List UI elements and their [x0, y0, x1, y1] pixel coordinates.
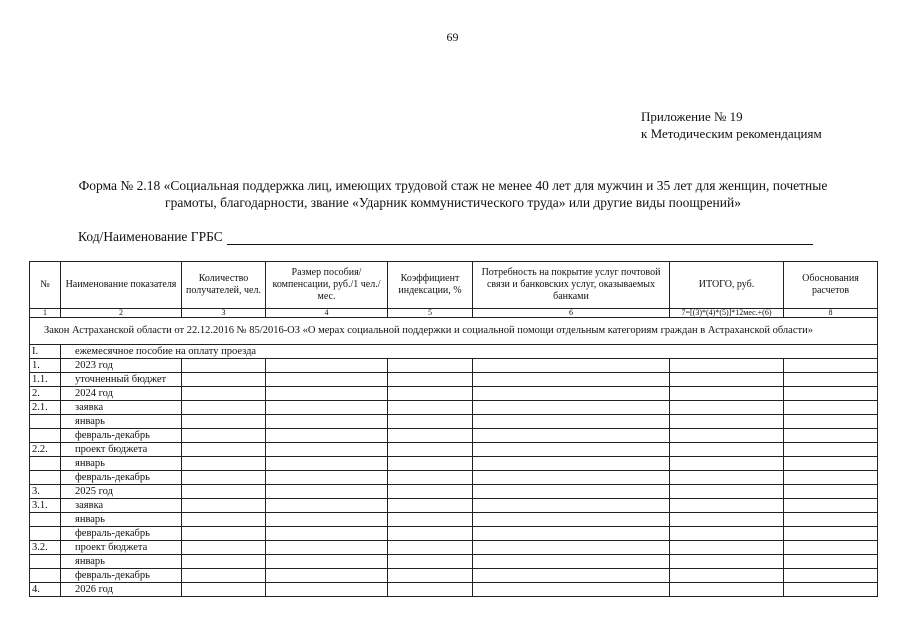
table-row [30, 415, 878, 429]
empty-cell [388, 443, 473, 457]
empty-cell [182, 555, 266, 569]
form-title-line-1: Форма № 2.18 «Социальная поддержка лиц, имеющих трудовой стаж не менее 40 лет для мужчин и 35 лет для женщин, почетные [78, 178, 828, 193]
grbs-label: Код/Наименование ГРБС [78, 229, 223, 244]
row-name: январь [61, 513, 182, 527]
grbs-underline [227, 230, 813, 245]
empty-cell [388, 541, 473, 555]
empty-cell [388, 415, 473, 429]
empty-cell [266, 457, 388, 471]
empty-cell [670, 443, 784, 457]
row-name: заявка [61, 499, 182, 513]
empty-cell [266, 499, 388, 513]
row-number [30, 527, 61, 541]
row-name: ежемесячное пособие на оплату проезда [61, 345, 878, 359]
column-number: 2 [61, 309, 182, 318]
empty-cell [670, 457, 784, 471]
appendix-line-2: к Методическим рекомендациям [641, 126, 822, 141]
empty-cell [473, 457, 670, 471]
row-number [30, 513, 61, 527]
row-name: январь [61, 415, 182, 429]
row-number: 1. [30, 359, 61, 373]
header-cell: Размер пособия/компенсации, руб./1 чел./мес. [266, 262, 388, 309]
empty-cell [473, 485, 670, 499]
empty-cell [784, 443, 878, 457]
empty-cell [473, 443, 670, 457]
empty-cell [784, 541, 878, 555]
empty-cell [473, 415, 670, 429]
empty-cell [388, 429, 473, 443]
empty-cell [388, 569, 473, 583]
empty-cell [266, 583, 388, 597]
row-number: 2.1. [30, 401, 61, 415]
row-number [30, 555, 61, 569]
empty-cell [670, 485, 784, 499]
empty-cell [388, 499, 473, 513]
empty-cell [388, 555, 473, 569]
column-number: 4 [266, 309, 388, 318]
table-row [30, 513, 878, 527]
empty-cell [388, 583, 473, 597]
empty-cell [266, 471, 388, 485]
empty-cell [784, 415, 878, 429]
table-row [30, 541, 878, 555]
law-title: Закон Астраханской области от 22.12.2016 № 85/2016-ОЗ «О мерах социальной поддержки и социальной помощи отдельным категориям граждан в Астраханской области» [30, 318, 878, 345]
empty-cell [473, 401, 670, 415]
empty-cell [784, 485, 878, 499]
column-number: 1 [30, 309, 61, 318]
form-table [29, 261, 878, 597]
column-number: 5 [388, 309, 473, 318]
empty-cell [473, 387, 670, 401]
empty-cell [670, 359, 784, 373]
row-number: 3.2. [30, 541, 61, 555]
column-number: 6 [473, 309, 670, 318]
empty-cell [388, 387, 473, 401]
empty-cell [784, 359, 878, 373]
row-number: 1.1. [30, 373, 61, 387]
row-name: февраль-декабрь [61, 569, 182, 583]
empty-cell [388, 513, 473, 527]
row-name: проект бюджета [61, 443, 182, 457]
empty-cell [266, 415, 388, 429]
row-number: I. [30, 345, 61, 359]
empty-cell [182, 429, 266, 443]
empty-cell [473, 499, 670, 513]
table-row [30, 387, 878, 401]
table-row [30, 527, 878, 541]
empty-cell [784, 401, 878, 415]
form-title-line-2: грамоты, благодарности, звание «Ударник коммунистического труда» или другие виды поощрений» [165, 195, 741, 210]
empty-cell [473, 373, 670, 387]
empty-cell [388, 359, 473, 373]
table-row [30, 471, 878, 485]
header-cell: ИТОГО, руб. [670, 262, 784, 309]
empty-cell [473, 583, 670, 597]
header-cell: Коэффициент индексации, % [388, 262, 473, 309]
grbs-field [78, 229, 813, 245]
row-name: проект бюджета [61, 541, 182, 555]
table-row [30, 429, 878, 443]
empty-cell [784, 527, 878, 541]
empty-cell [388, 373, 473, 387]
empty-cell [473, 471, 670, 485]
row-name: 2024 год [61, 387, 182, 401]
empty-cell [670, 583, 784, 597]
empty-cell [266, 443, 388, 457]
empty-cell [182, 401, 266, 415]
empty-cell [266, 429, 388, 443]
empty-cell [784, 499, 878, 513]
table-header-row [30, 262, 878, 309]
empty-cell [266, 555, 388, 569]
table-row [30, 401, 878, 415]
row-name: февраль-декабрь [61, 527, 182, 541]
empty-cell [266, 401, 388, 415]
empty-cell [266, 527, 388, 541]
row-number [30, 569, 61, 583]
table-row [30, 569, 878, 583]
empty-cell [266, 485, 388, 499]
empty-cell [473, 527, 670, 541]
empty-cell [784, 471, 878, 485]
law-row [30, 318, 878, 345]
table-row [30, 457, 878, 471]
empty-cell [670, 387, 784, 401]
empty-cell [182, 527, 266, 541]
empty-cell [784, 555, 878, 569]
empty-cell [670, 373, 784, 387]
empty-cell [670, 527, 784, 541]
empty-cell [388, 485, 473, 499]
empty-cell [182, 359, 266, 373]
form-title [28, 177, 878, 211]
empty-cell [670, 471, 784, 485]
empty-cell [182, 513, 266, 527]
row-number: 3.1. [30, 499, 61, 513]
empty-cell [182, 373, 266, 387]
row-number: 4. [30, 583, 61, 597]
appendix-line-1: Приложение № 19 [641, 109, 743, 124]
header-cell: Обоснования расчетов [784, 262, 878, 309]
empty-cell [784, 513, 878, 527]
empty-cell [473, 513, 670, 527]
table-row [30, 485, 878, 499]
empty-cell [266, 569, 388, 583]
row-number: 2. [30, 387, 61, 401]
empty-cell [182, 415, 266, 429]
empty-cell [182, 443, 266, 457]
row-name: 2023 год [61, 359, 182, 373]
empty-cell [670, 569, 784, 583]
empty-cell [182, 499, 266, 513]
empty-cell [182, 541, 266, 555]
column-number: 8 [784, 309, 878, 318]
empty-cell [784, 373, 878, 387]
empty-cell [784, 569, 878, 583]
table-row [30, 499, 878, 513]
empty-cell [182, 569, 266, 583]
empty-cell [266, 373, 388, 387]
table-row [30, 359, 878, 373]
empty-cell [670, 541, 784, 555]
empty-cell [784, 429, 878, 443]
empty-cell [182, 471, 266, 485]
table-row [30, 583, 878, 597]
row-number [30, 457, 61, 471]
row-name: заявка [61, 401, 182, 415]
appendix-note [641, 108, 822, 142]
empty-cell [784, 583, 878, 597]
empty-cell [182, 583, 266, 597]
row-name: уточненный бюджет [61, 373, 182, 387]
empty-cell [670, 415, 784, 429]
empty-cell [473, 429, 670, 443]
empty-cell [670, 513, 784, 527]
empty-cell [388, 471, 473, 485]
row-number [30, 429, 61, 443]
row-name: 2025 год [61, 485, 182, 499]
empty-cell [784, 457, 878, 471]
empty-cell [473, 541, 670, 555]
row-number [30, 471, 61, 485]
empty-cell [266, 359, 388, 373]
empty-cell [670, 555, 784, 569]
empty-cell [266, 387, 388, 401]
empty-cell [473, 569, 670, 583]
row-name: январь [61, 555, 182, 569]
empty-cell [182, 485, 266, 499]
empty-cell [670, 401, 784, 415]
column-number: 7=[(3)*(4)*(5)]*12мес.+(6) [670, 309, 784, 318]
row-number: 2.2. [30, 443, 61, 457]
page-number: 69 [446, 30, 459, 44]
empty-cell [388, 527, 473, 541]
header-cell: № [30, 262, 61, 309]
row-name: февраль-декабрь [61, 429, 182, 443]
column-number-row [30, 309, 878, 318]
empty-cell [182, 457, 266, 471]
table-row [30, 345, 878, 359]
header-cell: Наименование показателя [61, 262, 182, 309]
column-number: 3 [182, 309, 266, 318]
empty-cell [266, 513, 388, 527]
row-number [30, 415, 61, 429]
empty-cell [473, 555, 670, 569]
empty-cell [670, 499, 784, 513]
table-row [30, 555, 878, 569]
empty-cell [388, 401, 473, 415]
empty-cell [182, 387, 266, 401]
header-cell: Потребность на покрытие услуг почтовой связи и банковских услуг, оказываемых банками [473, 262, 670, 309]
empty-cell [266, 541, 388, 555]
table-row [30, 373, 878, 387]
empty-cell [784, 387, 878, 401]
row-name: февраль-декабрь [61, 471, 182, 485]
row-name: январь [61, 457, 182, 471]
empty-cell [473, 359, 670, 373]
row-number: 3. [30, 485, 61, 499]
header-cell: Количество получателей, чел. [182, 262, 266, 309]
empty-cell [670, 429, 784, 443]
row-name: 2026 год [61, 583, 182, 597]
empty-cell [388, 457, 473, 471]
table-row [30, 443, 878, 457]
